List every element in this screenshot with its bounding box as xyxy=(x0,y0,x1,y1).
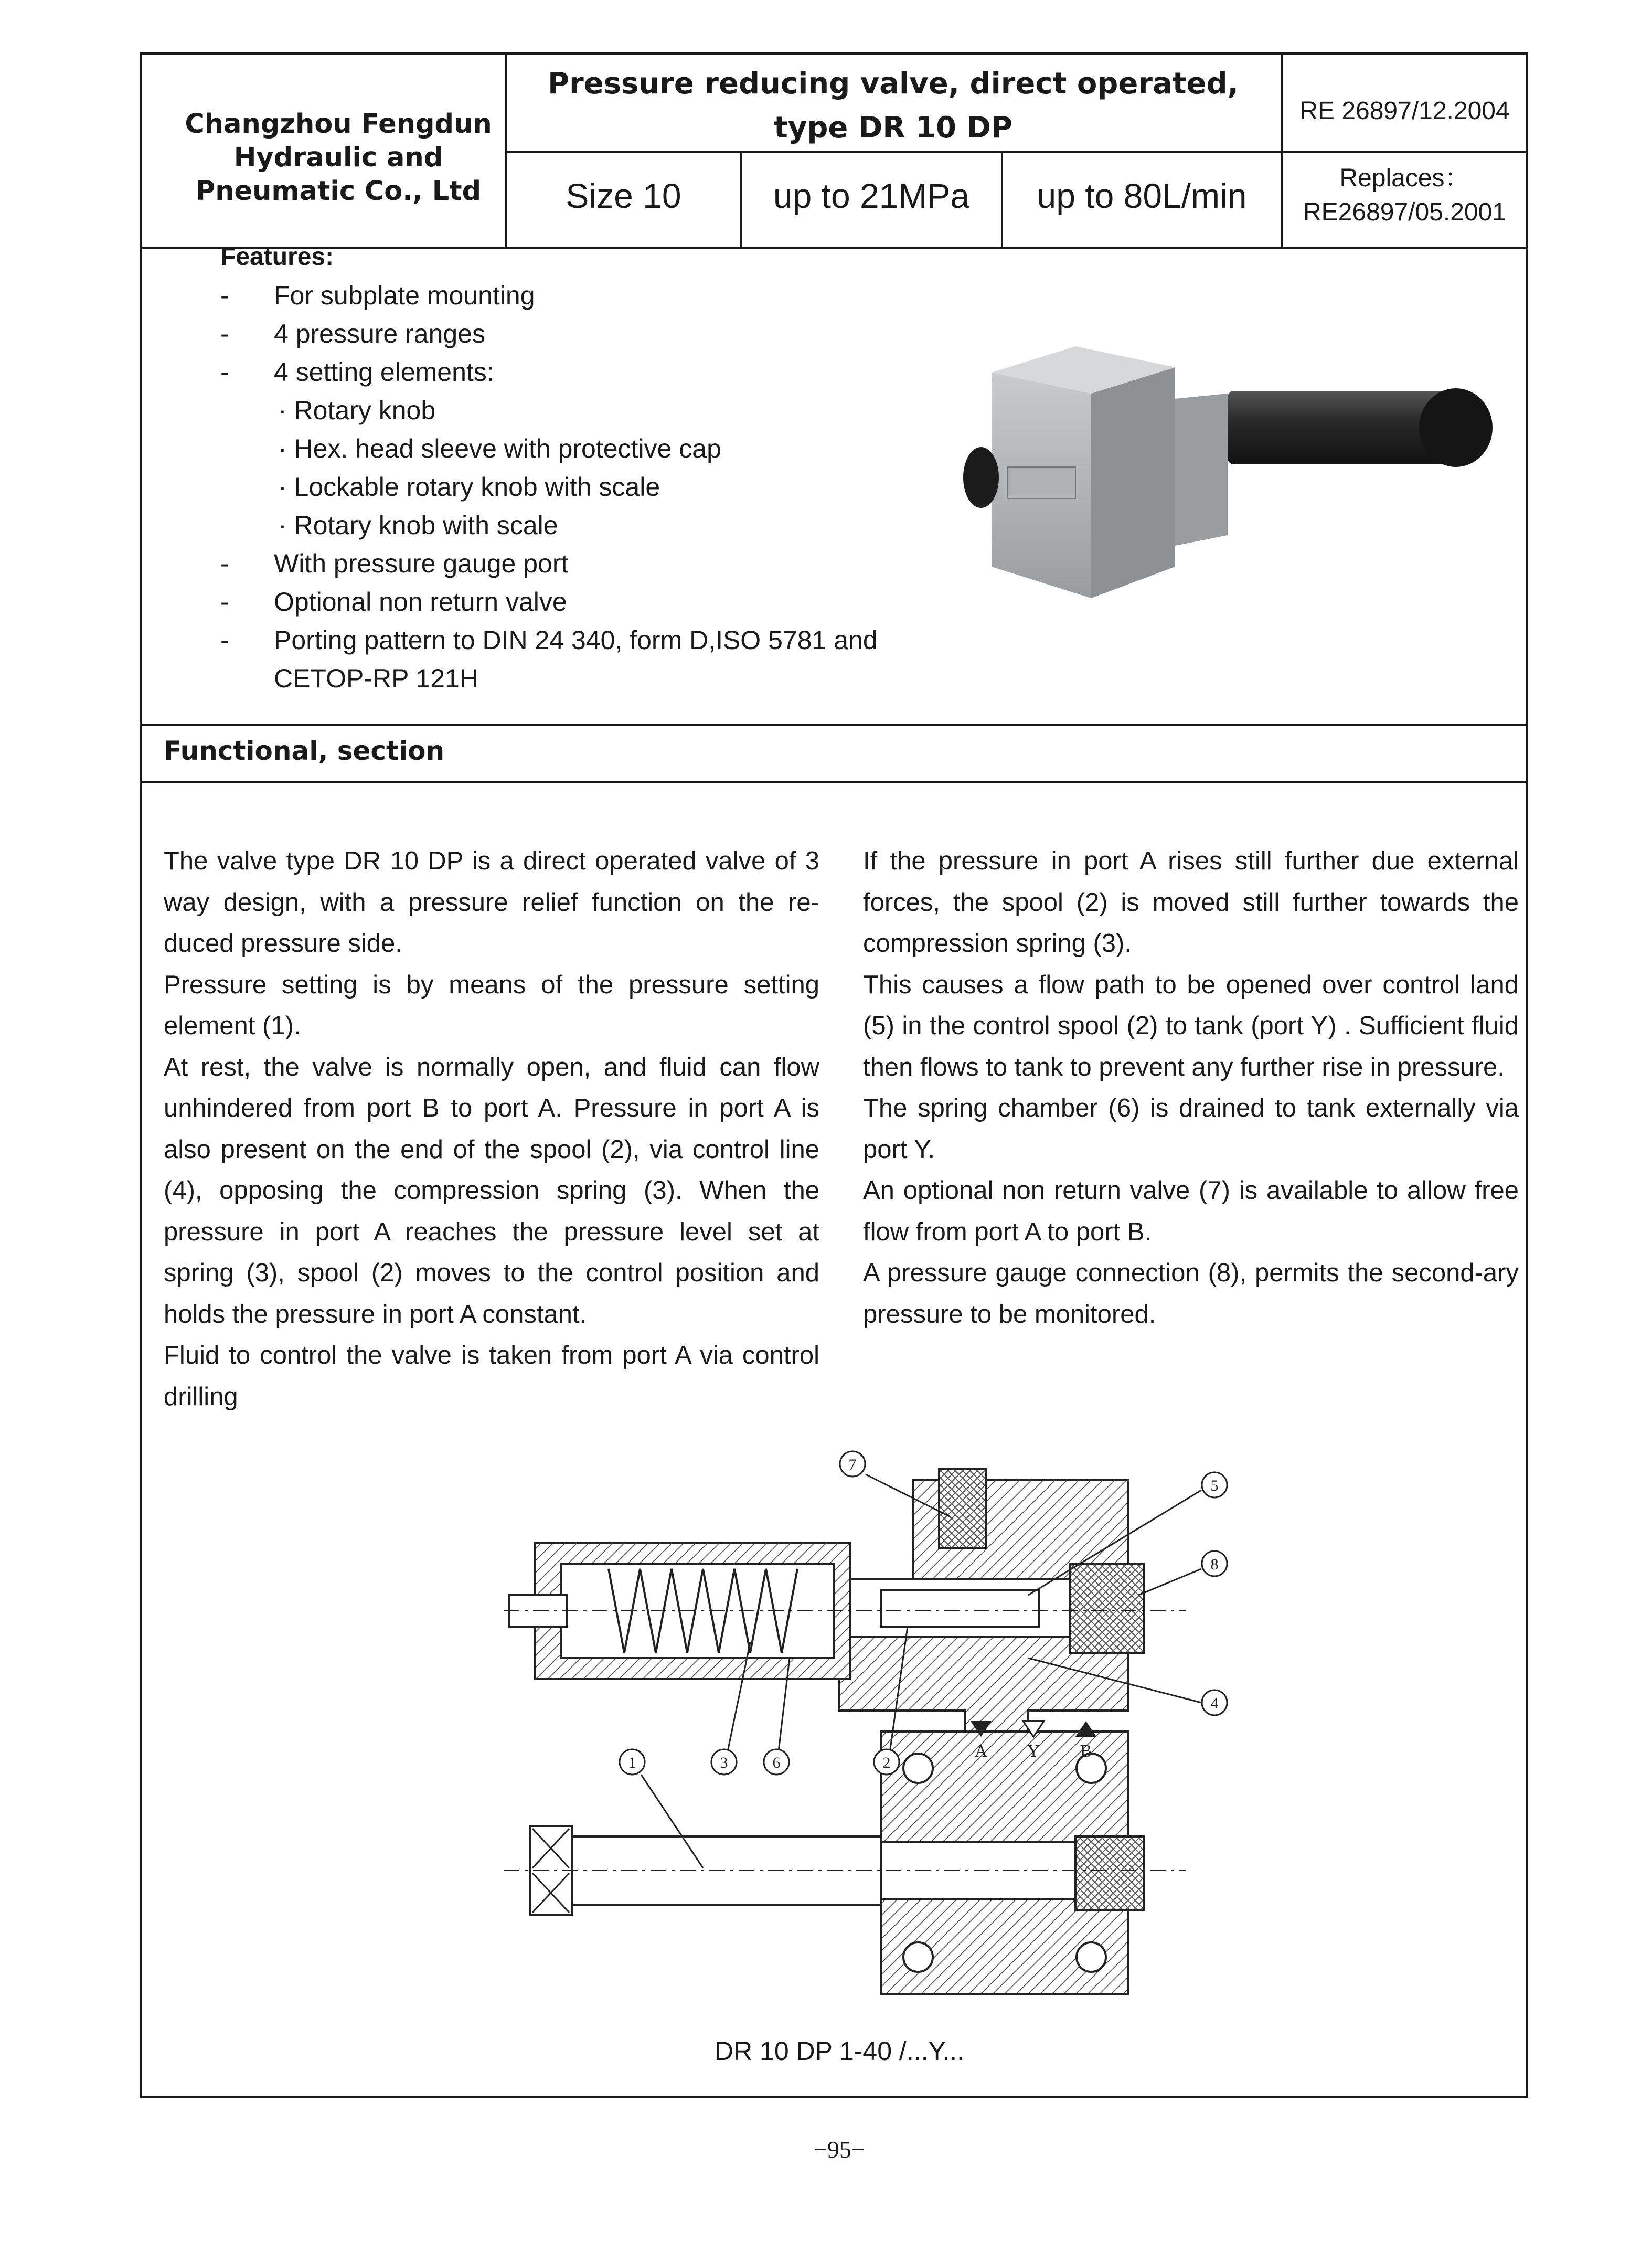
feature-item: Optional non return valve xyxy=(274,587,567,617)
callout-6: 6 xyxy=(772,1754,781,1771)
section-title: Functional, section xyxy=(164,736,445,766)
bullet-dash: - xyxy=(220,549,229,578)
valve-label-plate xyxy=(1007,467,1075,498)
company-name xyxy=(178,108,498,208)
description-right-column xyxy=(863,841,1519,1335)
ref-divider xyxy=(1283,151,1528,153)
product-title xyxy=(506,62,1280,150)
feature-item: For subplate mounting xyxy=(274,281,535,310)
feature-item: Porting pattern to DIN 24 340, form D,ISO 5781 and xyxy=(274,625,878,655)
pressure-cell: up to 21MPa xyxy=(773,176,970,215)
callout-8: 8 xyxy=(1210,1556,1219,1573)
setting-element: · Rotary knob with scale xyxy=(278,511,558,540)
header-bottom-line xyxy=(140,247,1528,249)
replaces-ref: RE26897/05.2001 xyxy=(1303,198,1506,226)
leader-line xyxy=(1138,1569,1201,1595)
description-paragraph: A pressure gauge connection (8), permits the second-ary pressure to be monitored. xyxy=(863,1259,1519,1329)
description-paragraph: The valve type DR 10 DP is a direct operated valve of 3 way design, with a pressure relief function on the re-duced pressure side. xyxy=(164,847,819,958)
check-valve-plug xyxy=(939,1469,986,1548)
flow-cell: up to 80L/min xyxy=(1037,176,1247,215)
feature-item: 4 setting elements: xyxy=(274,357,494,387)
bullet-dash: - xyxy=(220,587,229,617)
callout-1: 1 xyxy=(628,1754,636,1771)
replaces-label: Replaces： xyxy=(1339,164,1470,192)
plan-gauge-fitting xyxy=(1075,1836,1144,1910)
callout-3: 3 xyxy=(720,1754,728,1771)
mounting-hole xyxy=(903,1754,933,1783)
valve-body-side xyxy=(1091,367,1175,598)
setting-element: · Lockable rotary knob with scale xyxy=(278,472,660,502)
callout-7: 7 xyxy=(848,1456,857,1473)
bullet-dash: - xyxy=(220,319,229,348)
protective-cap xyxy=(1419,388,1493,467)
callout-4: 4 xyxy=(1210,1695,1219,1712)
description-left-column xyxy=(164,841,819,1417)
features-bottom-line xyxy=(140,724,1528,726)
description-paragraph: The spring chamber (6) is drained to tank externally via port Y. xyxy=(863,1094,1519,1164)
port-b-label: B xyxy=(1080,1741,1092,1761)
gauge-port-plug xyxy=(963,447,999,508)
control-spool xyxy=(881,1590,1039,1627)
valve-section-drawing xyxy=(504,1438,1270,2025)
setting-element: · Rotary knob xyxy=(278,396,436,425)
mounting-hole xyxy=(903,1942,933,1972)
feature-item: With pressure gauge port xyxy=(274,549,569,578)
document-ref: RE 26897/12.2004 xyxy=(1299,97,1510,125)
feature-item-continuation: CETOP-RP 121H xyxy=(274,664,478,693)
callout-2: 2 xyxy=(882,1754,891,1771)
bullet-dash: - xyxy=(220,357,229,387)
description-paragraph: This causes a flow path to be opened over control land (5) in the control spool (2) to tank (port Y) . Sufficient fluid then flows to tank to prevent any further rise in pressure. xyxy=(863,970,1519,1081)
port-y-label: Y xyxy=(1027,1741,1040,1761)
description-paragraph: If the pressure in port A rises still further due external forces, the spool (2) is moved still further towards the compression spring (3). xyxy=(863,847,1519,958)
page-number: −95− xyxy=(814,2136,865,2163)
company-line-2: Hydraulic and xyxy=(233,142,443,173)
title-line-2: type DR 10 DP xyxy=(774,111,1012,145)
features-heading: Features: xyxy=(220,243,334,271)
description-paragraph: Pressure setting is by means of the pressure setting element (1). xyxy=(164,970,819,1040)
company-line-1: Changzhou Fengdun xyxy=(185,109,492,140)
spring-housing xyxy=(1175,394,1228,546)
setting-element: · Hex. head sleeve with protective cap xyxy=(278,434,721,463)
gauge-port-fitting xyxy=(1070,1564,1144,1653)
port-a-label: A xyxy=(974,1741,988,1761)
callout-5: 5 xyxy=(1210,1477,1219,1494)
description-paragraph: Fluid to control the valve is taken from port A via control drilling xyxy=(164,1341,819,1411)
description-paragraph: An optional non return valve (7) is available to allow free flow from port A to port B. xyxy=(863,1176,1519,1246)
bullet-dash: - xyxy=(220,281,229,310)
description-paragraph: At rest, the valve is normally open, and fluid can flow unhindered from port B to port A. Pressure in port A is also present on the end of the spool (2), via control line (4), opposing the compression spring (3). When the pressure in port A reaches the pressure level set at spring (3), spool (2) moves to the control position and holds the pressure in port A constant. xyxy=(164,1053,819,1329)
bullet-dash: - xyxy=(220,625,229,655)
mounting-hole xyxy=(1077,1942,1106,1972)
diagram-caption: DR 10 DP 1-40 /...Y... xyxy=(714,2036,965,2066)
section-title-bottom-line xyxy=(140,781,1528,783)
size-cell: Size 10 xyxy=(566,176,681,215)
company-line-3: Pneumatic Co., Ltd xyxy=(195,176,482,207)
product-photo xyxy=(955,336,1511,640)
title-line-1: Pressure reducing valve, direct operated, xyxy=(548,67,1239,101)
port-b-arrow xyxy=(1075,1721,1096,1737)
feature-item: 4 pressure ranges xyxy=(274,319,486,348)
title-divider xyxy=(506,151,1283,153)
